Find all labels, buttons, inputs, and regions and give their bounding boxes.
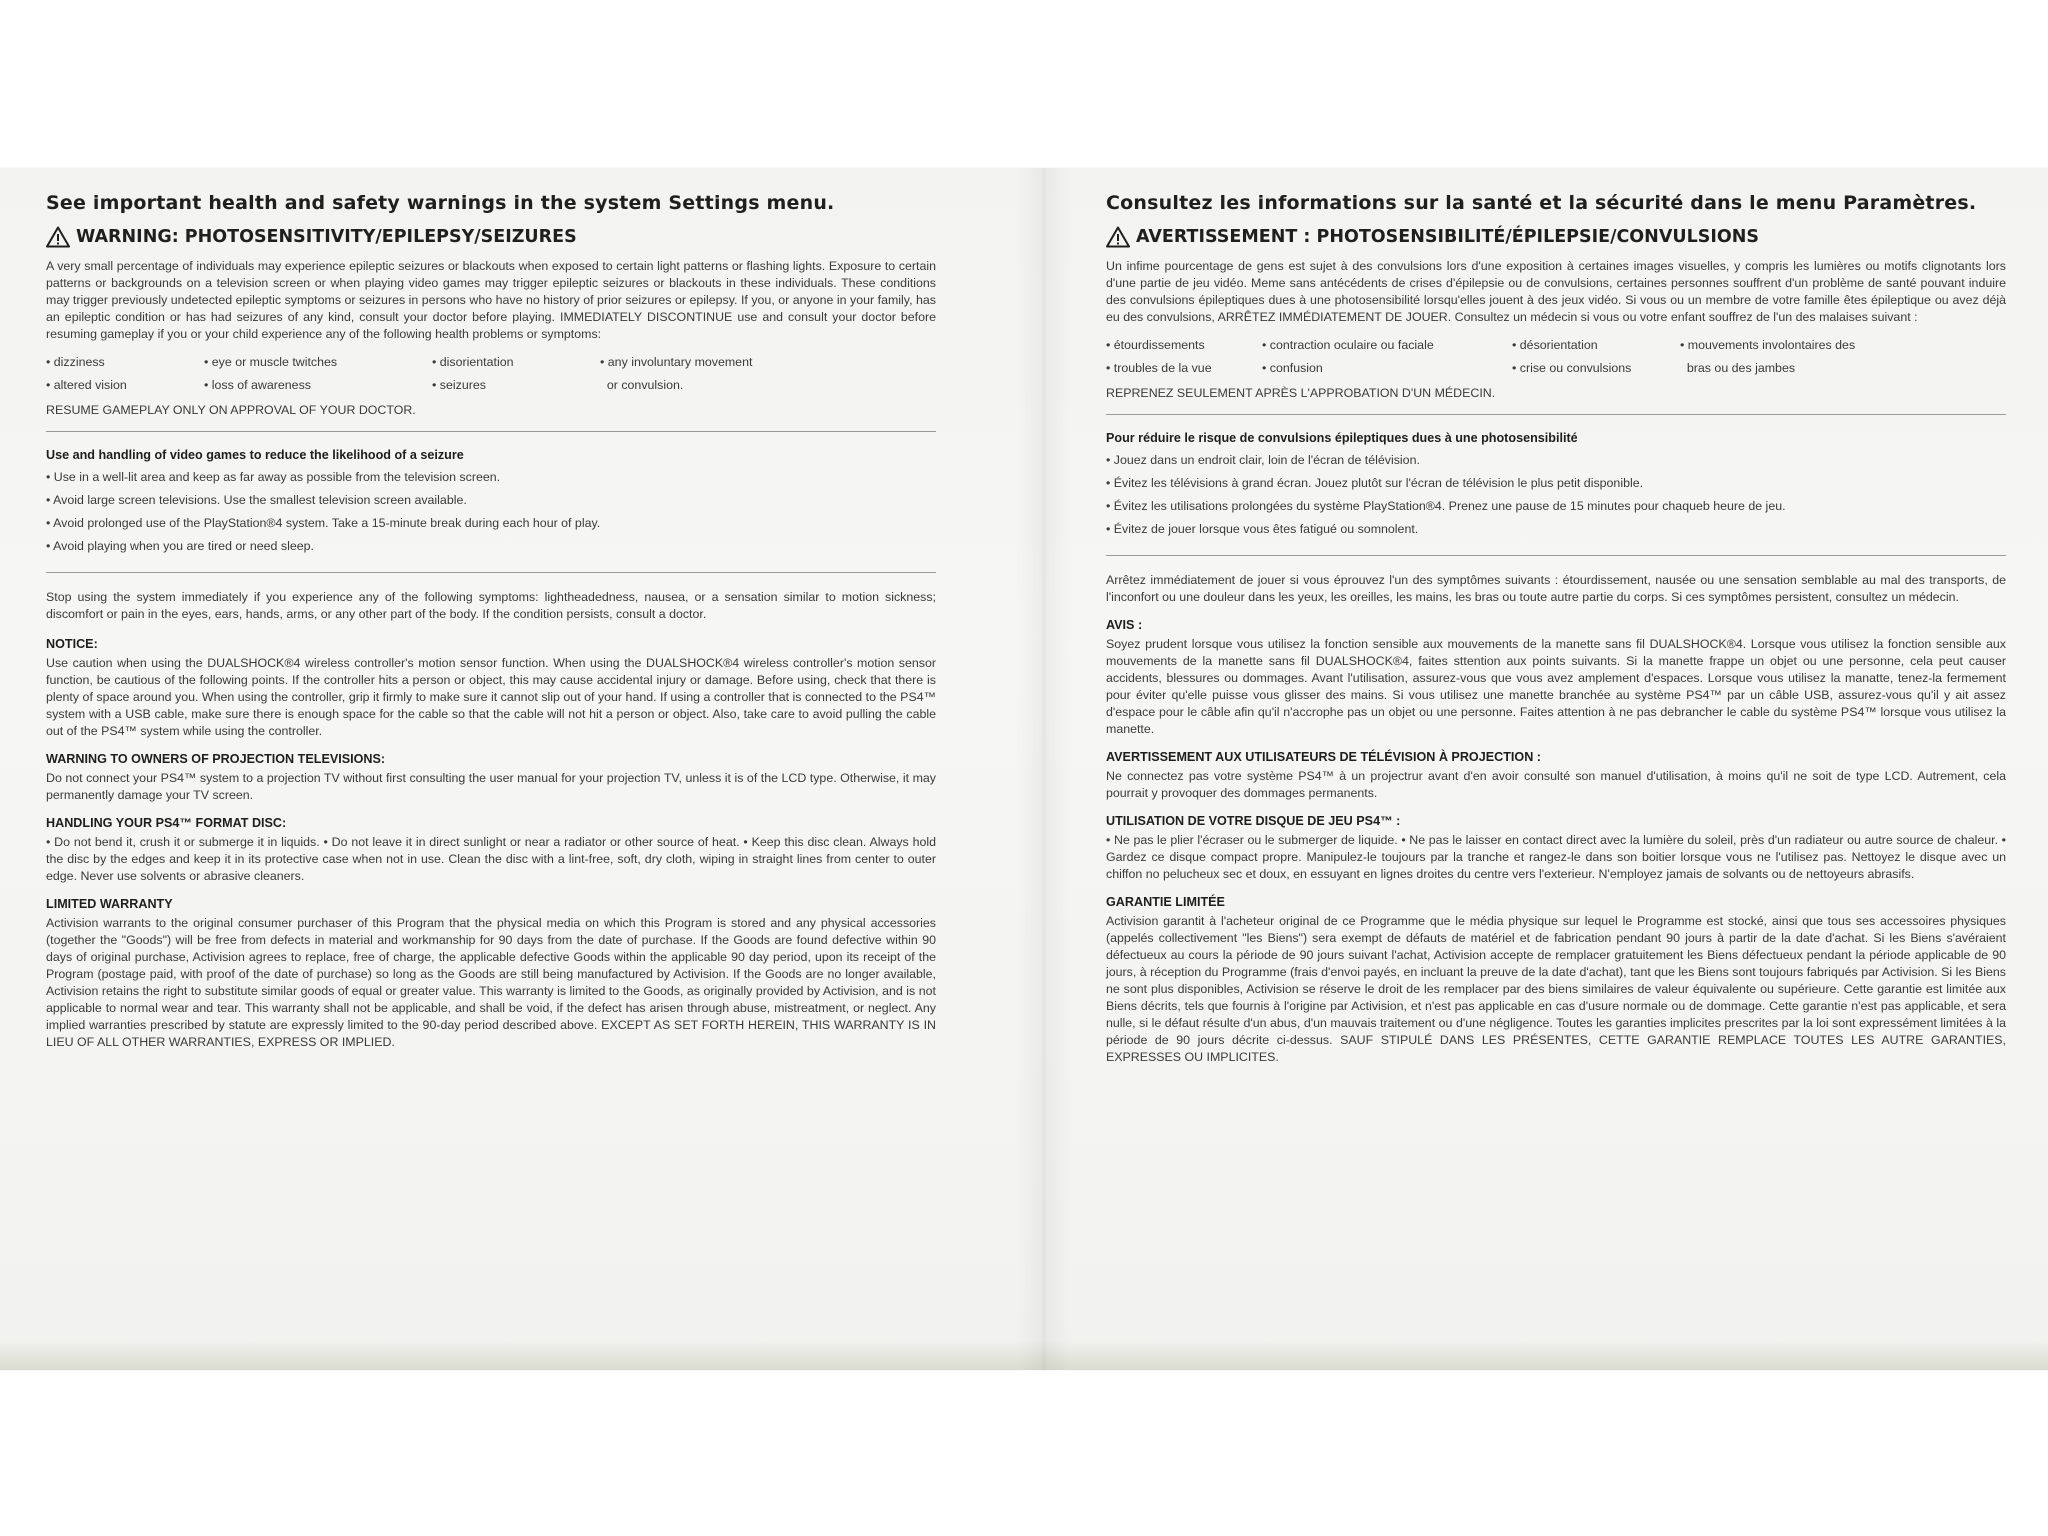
warranty-section (46, 897, 936, 1051)
disc-title: HANDLING YOUR PS4™ FORMAT DISC: (46, 816, 287, 830)
symptom-item: • loss of awareness (204, 378, 311, 392)
use-handling-title: Pour réduire le risque de convulsions épileptiques dues à une photosensibilité (1106, 431, 1578, 445)
notice-title: AVIS : (1106, 618, 1143, 632)
divider (1106, 555, 2006, 556)
symptom-item: • any involuntary movement (600, 355, 753, 369)
divider (46, 431, 936, 432)
list-item: • Avoid prolonged use of the PlayStation®4 system. Take a 15-minute break during each hour of play. (46, 512, 936, 535)
warranty-title: GARANTIE LIMITÉE (1106, 895, 1225, 909)
divider (1106, 414, 2006, 415)
symptom-item: • eye or muscle twitches (204, 355, 338, 369)
french-page (1106, 192, 2006, 1078)
warning-title: AVERTISSEMENT : PHOTOSENSIBILITÉ/ÉPILEPSIE/CONVULSIONS (1136, 227, 1759, 247)
notice-title: NOTICE: (46, 637, 98, 651)
disc-text: • Ne pas le plier l'écraser ou le submerger de liquide. • Ne pas le laisser en contact direct avec la lumière du soleil, près d'un radiateur ou autre source de chaleur. • Gardez ce disque compact propre. Manipulez-le toujours par la tranche et rangez-le dans son boitier lorsque vous ne l'utilisez pas. Nettoyez le disque avec un chiffon no pelucheux sec et doux, en essuyant en lignes droites du centre vers l'exterieur. N'employez jamais de solvants ou de nettoyeurs abrasifs. (1106, 833, 2006, 881)
warning-title: WARNING: PHOTOSENSITIVITY/EPILEPSY/SEIZURES (76, 227, 577, 247)
notice-section (46, 637, 936, 740)
disc-title: UTILISATION DE VOTRE DISQUE DE JEU PS4™ : (1106, 814, 1401, 828)
warning-heading (46, 226, 936, 248)
symptom-item: • étourdissements (1106, 338, 1205, 352)
resume-note: RESUME GAMEPLAY ONLY ON APPROVAL OF YOUR DOCTOR. (46, 403, 416, 417)
stop-using-text: Stop using the system immediately if you experience any of the following symptoms: lightheadedness, nausea, or a sensation similar to motion sickness; discomfort or pain in the eyes, ears, hands, arms, or any other part of the body. If the condition persists, consult a doctor. (46, 590, 936, 621)
settings-note: Consultez les informations sur la santé et la sécurité dans le menu Paramètres. (1106, 192, 1977, 214)
disc-text: • Do not bend it, crush it or submerge it in liquids. • Do not leave it in direct sunlight or near a radiator or other source of heat. • Keep this disc clean. Always hold the disc by the edges and keep it in its protective case when not in use. Clean the disc with a lint-free, soft, dry cloth, wiping in straight lines from center to outer edge. Never use solvents or abrasive cleaners. (46, 835, 936, 883)
symptom-item: • confusion (1262, 361, 1323, 375)
projection-text: Ne connectez pas votre système PS4™ à un projectrur avant d'en avoir consulté son manuel d'utilisation, à moins qu'il ne soit de type LCD. Autrement, cela pourrait y provoquer des dommages permanents. (1106, 769, 2006, 800)
warranty-text: Activision garantit à l'acheteur original de ce Programme que le média physique sur lequel le Programme est stocké, ainsi que tous ses accessoires physiques (appelés collectivement "les Biens") sera exempt de défauts de matériel et de fabrication pendant 90 jours à partir de la date d'achat. Si les Biens s'avéraient défectueux au cours la période de 90 jours suivant l'achat, Activision accepte de remplacer gratuitement les Biens défectueux pendant la période applicable de 90 jours, à réception du Programme (frais d'envoi payés, en incluant la preuve de la date d'achat), tant que les Biens sont toujours fabriqués par Activision. Si les Biens ne sont plus disponibles, Activision se réserve le droit de les remplacer par des biens similaires de valeur équivalente ou supérieure. Cette garantie est limitée aux Biens décrits, tels que fournis à l'origine par Activision, et n'est pas applicable en cas d'usure normale ou de dommage. Cette garantie n'est pas applicable, et sera nulle, si le défaut résulte d'un abus, d'un mauvais traitement ou d'une négligence. Toutes les garanties implicites prescrites par la loi sont expressément limitées à la période de 90 jours décrite ci-dessus. SAUF STIPULÉ DANS LES PRÉSENTES, CETTE GARANTIE REMPLACE TOUTES LES AUTRE GARANTIES, EXPRESSES OU IMPLICITES. (1106, 914, 2006, 1064)
symptom-item: • contraction oculaire ou faciale (1262, 338, 1434, 352)
symptom-item: • seizures (432, 378, 486, 392)
symptom-item: • désorientation (1512, 338, 1598, 352)
disc-section (46, 816, 936, 885)
projection-section (1106, 750, 2006, 802)
warning-body: A very small percentage of individuals may experience epileptic seizures or blackouts when exposed to certain light patterns or flashing lights. Exposure to certain patterns or backgrounds on a television screen or when playing video games may trigger epileptic seizures or blackouts in these individuals. These conditions may trigger previously undetected epileptic symptoms or seizures in persons who have no history of prior seizures or epilepsy. If you, or anyone in your family, has an epileptic condition or has had seizures of any kind, consult your doctor before playing. IMMEDIATELY DISCONTINUE use and consult your doctor before resuming gameplay if you or your child experience any of the following health problems or symptoms: (46, 259, 936, 341)
use-handling-title: Use and handling of video games to reduce the likelihood of a seizure (46, 448, 464, 462)
center-fold (1016, 168, 1072, 1370)
symptom-item: • disorientation (432, 355, 514, 369)
list-item: • Évitez les utilisations prolongées du système PlayStation®4. Prenez une pause de 15 minutes pour chaqueb heure de jeu. (1106, 495, 2006, 518)
projection-text: Do not connect your PS4™ system to a projection TV without first consulting the user manual for your projection TV, unless it is of the LCD type. Otherwise, it may permanently damage your TV screen. (46, 771, 936, 802)
list-item: • Évitez de jouer lorsque vous êtes fatigué ou somnolent. (1106, 518, 2006, 541)
warranty-title: LIMITED WARRANTY (46, 897, 173, 911)
symptom-item: bras ou des jambes (1686, 361, 1796, 375)
list-item: • Use in a well-lit area and keep as far away as possible from the television screen. (46, 466, 936, 489)
projection-title: WARNING TO OWNERS OF PROJECTION TELEVISIONS: (46, 752, 386, 766)
warning-body: Un infime pourcentage de gens est sujet à des convulsions lors d'une exposition à certaines images visuelles, y compris les lumières ou motifs clignotants lors d'une partie de jeu vidéo. Meme sans antécédents de crises d'épilepsie ou de convulsions, certaines personnes souffrent d'un problème de santé pouvant induire des convulsions épileptiques dues à une photosensibilité lorsqu'elles jouent à des jeux vidéo. Si vous ou un membre de votre famille êtes épileptique ou avez déjà eu des convulsions, ARRÊTEZ IMMÉDIATEMENT DE JOUER. Consultez un médecin si vous ou votre enfant souffrez de l'un des malaises suivant : (1106, 259, 2006, 324)
symptom-item: • altered vision (46, 378, 127, 392)
list-item: • Avoid playing when you are tired or need sleep. (46, 535, 936, 558)
warning-heading (1106, 226, 2006, 248)
notice-text: Soyez prudent lorsque vous utilisez la fonction sensible aux mouvements de la manette sans fil DUALSHOCK®4. Lorsque vous utilisez la fonction sensible aux mouvements de la manette sans fil DUALSHOCK®4, faites sttention aux points suivants. Si la manette frappe un objet ou une personne, cela peut causer accidents, blessures ou dommages. Avant l'utilisation, assurez-vous que vous avez amplement d'espaces. Lorsque vous utilisez la manatte, tenez-la fermement pour éviter qu'elle puisse vous glisser des mains. Si vous utilisez une manette branchée au système PS4™ par un câble USB, assurez-vous qu'il y ait assez d'espace pour le câble afin qu'il n'accrophe pas un objet ou une personne. Faites attention à ne pas debrancher le cable du système PS4™ lorsque vous utilisez la manette. (1106, 637, 2006, 736)
symptom-item: • crise ou convulsions (1512, 361, 1632, 375)
warning-triangle-icon (1106, 226, 1130, 248)
symptom-item: • troubles de la vue (1106, 361, 1212, 375)
disc-section (1106, 814, 2006, 883)
warranty-text: Activision warrants to the original consumer purchaser of this Program that the physical media on which this Program is stored and any physical accessories (together the "Goods") will be free from defects in material and workmanship for 90 days from the date of purchase. If the Goods are found defective within 90 days of original purchase, Activision agrees to replace, free of charge, the applicable defective Goods within the applicable 90 day period, upon its receipt of the Program (postage paid, with proof of the date of purchase) so long as the Goods are still being manufactured by Activision. If the Goods are no longer available, Activision retains the right to substitute similar goods of equal or greater value. This warranty is limited to the Goods, as originally provided by Activision, and is not applicable to normal wear and tear. This warranty shall not be applicable, and shall be void, if the defect has arisen through abuse, mistreatment, or neglect. Any implied warranties prescribed by statute are expressly limited to the 90-day period described above. EXCEPT AS SET FORTH HEREIN, THIS WARRANTY IS IN LIEU OF ALL OTHER WARRANTIES, EXPRESS OR IMPLIED. (46, 916, 936, 1049)
settings-note: See important health and safety warnings in the system Settings menu. (46, 192, 835, 214)
symptom-list (1106, 334, 2006, 380)
symptom-item: • dizziness (46, 355, 105, 369)
warranty-section (1106, 895, 2006, 1066)
divider (46, 572, 936, 573)
symptom-item: • mouvements involontaires des (1680, 338, 1856, 352)
list-item: • Jouez dans un endroit clair, loin de l'écran de télévision. (1106, 449, 2006, 472)
notice-text: Use caution when using the DUALSHOCK®4 wireless controller's motion sensor function. When using the DUALSHOCK®4 wireless controller's motion sensor function, be cautious of the following points. If the controller hits a person or object, this may cause accidental injury or damage. Before using, check that there is plenty of space around you. When using the controller, grip it firmly to make sure it cannot slip out of your hand. If using a controller that is connected to the PS4™ system with a USB cable, make sure there is enough space for the cable so that the cable will not hit a person or object. Also, take care to avoid pulling the cable out of the PS4™ system while using the controller. (46, 656, 936, 738)
english-page (46, 192, 936, 1063)
symptom-item: or convulsion. (606, 378, 684, 392)
list-item: • Évitez les télévisions à grand écran. Jouez plutôt sur l'écran de télévision le plus petit disponible. (1106, 472, 2006, 495)
use-handling-list (46, 466, 936, 558)
projection-title: AVERTISSEMENT AUX UTILISATEURS DE TÉLÉVISION À PROJECTION : (1106, 750, 1541, 764)
stop-using-text: Arrêtez immédiatement de jouer si vous éprouvez l'un des symptômes suivants : étourdissement, nausée ou une sensation semblable au mal des transports, de l'inconfort ou une douleur dans les yeux, les oreilles, les mains, les bras ou toute autre partie du corps. Si ces symptômes persistent, consultez un médecin. (1106, 573, 2006, 604)
warning-triangle-icon (46, 226, 70, 248)
projection-section (46, 752, 936, 804)
notice-section (1106, 618, 2006, 738)
resume-note: REPRENEZ SEULEMENT APRÈS L'APPROBATION D'UN MÉDECIN. (1106, 386, 1496, 400)
list-item: • Avoid large screen televisions. Use the smallest television screen available. (46, 489, 936, 512)
symptom-list (46, 351, 936, 397)
use-handling-list (1106, 449, 2006, 541)
